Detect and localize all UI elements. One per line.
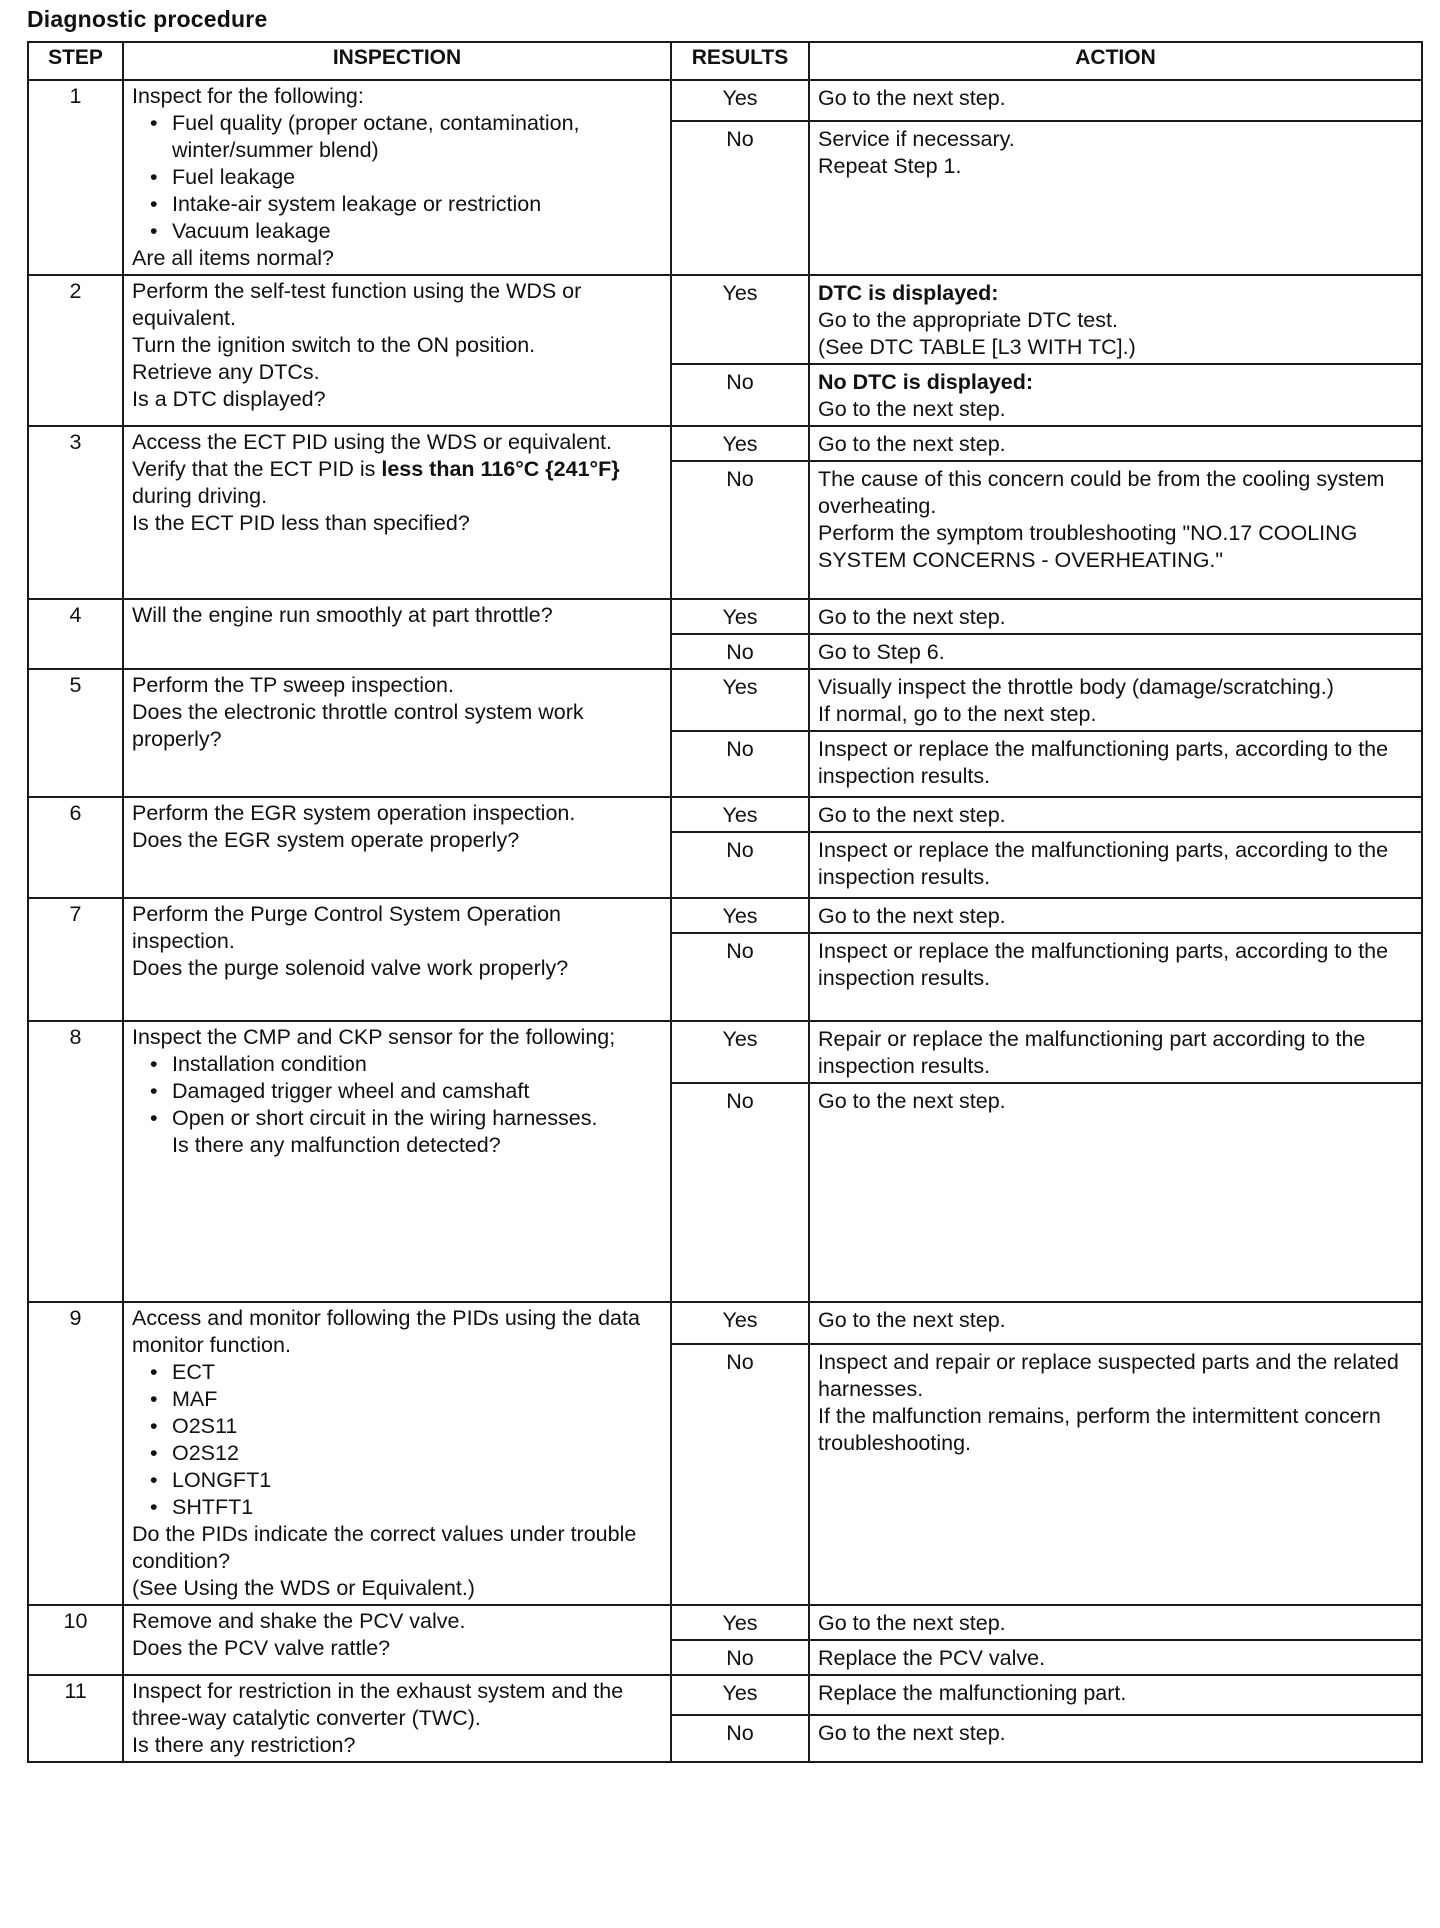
inspection-bullet: • Open or short circuit in the wiring harnesses. [146, 1105, 662, 1132]
inspection-line: Turn the ignition switch to the ON position. [132, 333, 536, 357]
result-yes: Yes [671, 275, 809, 364]
inspection-line: Access and monitor following the PIDs using the data monitor function. [132, 1306, 640, 1357]
result-no: No [671, 832, 809, 898]
inspection-line: Inspect the CMP and CKP sensor for the following; [132, 1025, 616, 1049]
action-line: If normal, go to the next step. [818, 702, 1097, 726]
action-line: Perform the symptom troubleshooting "NO.17 COOLING SYSTEM CONCERNS - OVERHEATING." [818, 521, 1358, 572]
action-line: Go to the next step. [818, 1721, 1006, 1746]
action-line: Go to the next step. [818, 86, 1006, 110]
action-yes [809, 797, 1422, 832]
action-line: Inspect and repair or replace suspected parts and the related harnesses. [818, 1350, 1399, 1402]
action-yes [809, 275, 1422, 364]
inspection-line: Does the purge solenoid valve work properly? [132, 956, 569, 980]
table-body [28, 80, 1422, 1762]
action-line: Inspect or replace the malfunctioning parts, according to the inspection results. [818, 838, 1389, 889]
action-no [809, 1715, 1422, 1762]
step-number: 11 [28, 1675, 123, 1762]
table-row [28, 1675, 1422, 1715]
action-line: (See DTC TABLE [L3 WITH TC].) [818, 335, 1136, 359]
result-yes: Yes [671, 80, 809, 121]
step-number: 9 [28, 1302, 123, 1605]
inspection-line: Access the ECT PID using the WDS or equivalent. [132, 430, 612, 454]
action-line: If the malfunction remains, perform the intermittent concern troubleshooting. [818, 1404, 1381, 1456]
action-yes [809, 1302, 1422, 1344]
table-row [28, 80, 1422, 121]
inspection-bullet: • Damaged trigger wheel and camshaft [146, 1078, 662, 1105]
inspection-bullet: • Fuel quality (proper octane, contamination, winter/summer blend) [146, 110, 662, 164]
inspection-bullet: • LONGFT1 [146, 1467, 662, 1494]
step-number: 4 [28, 599, 123, 669]
inspection-cell [123, 1302, 671, 1605]
header-inspection: INSPECTION [123, 42, 671, 80]
action-yes [809, 1021, 1422, 1083]
inspection-line: Inspect for the following: [132, 84, 364, 108]
action-no [809, 1083, 1422, 1302]
action-line: Go to the next step. [818, 1308, 1006, 1332]
action-heading: No DTC is displayed: [818, 370, 1034, 394]
step-number: 2 [28, 275, 123, 426]
inspection-cell [123, 1675, 671, 1762]
inspection-line [132, 456, 662, 510]
action-yes [809, 1605, 1422, 1640]
action-no [809, 634, 1422, 669]
result-no: No [671, 933, 809, 1021]
inspection-line: Does the PCV valve rattle? [132, 1636, 391, 1660]
inspection-cell [123, 1021, 671, 1302]
result-yes: Yes [671, 898, 809, 933]
inspection-line: Will the engine run smoothly at part throttle? [132, 603, 553, 627]
inspection-line: Does the electronic throttle control system work properly? [132, 700, 584, 751]
spec-value: less than 116°C {241°F} [381, 457, 620, 481]
inspection-bullet: • Installation condition [146, 1051, 662, 1078]
inspection-line: Perform the TP sweep inspection. [132, 673, 454, 697]
inspection-bullet-list [132, 110, 662, 245]
inspection-cell [123, 898, 671, 1021]
step-number: 6 [28, 797, 123, 898]
inspection-text: during driving. [132, 484, 268, 508]
action-no [809, 731, 1422, 797]
page-title: Diagnostic procedure [27, 6, 268, 32]
action-line: Repair or replace the malfunctioning part according to the inspection results. [818, 1027, 1366, 1078]
result-no: No [671, 634, 809, 669]
result-yes: Yes [671, 599, 809, 634]
inspection-line: Perform the self-test function using the WDS or equivalent. [132, 279, 582, 330]
inspection-line: Remove and shake the PCV valve. [132, 1609, 466, 1633]
action-yes [809, 80, 1422, 121]
action-heading: DTC is displayed: [818, 281, 999, 305]
action-line: Replace the PCV valve. [818, 1646, 1046, 1670]
action-line: Go to the next step. [818, 1089, 1006, 1113]
inspection-question: Is the ECT PID less than specified? [132, 511, 470, 535]
step-number: 5 [28, 669, 123, 797]
table-row [28, 669, 1422, 731]
inspection-line: Does the EGR system operate properly? [132, 828, 520, 852]
result-yes: Yes [671, 797, 809, 832]
result-yes: Yes [671, 1302, 809, 1344]
inspection-bullet: • Intake-air system leakage or restriction [146, 191, 662, 218]
step-number: 7 [28, 898, 123, 1021]
result-yes: Yes [671, 1675, 809, 1715]
inspection-bullet: • O2S12 [146, 1440, 662, 1467]
action-line: Visually inspect the throttle body (damage/scratching.) [818, 675, 1334, 699]
action-line: Go to the next step. [818, 904, 1006, 928]
result-no: No [671, 731, 809, 797]
table-row [28, 1302, 1422, 1344]
action-no [809, 121, 1422, 275]
action-no [809, 933, 1422, 1021]
action-no [809, 461, 1422, 599]
action-line: Go to the appropriate DTC test. [818, 308, 1118, 332]
action-line: Replace the malfunctioning part. [818, 1681, 1127, 1705]
inspection-question: Is there any malfunction detected? [172, 1133, 501, 1157]
inspection-line: Is there any restriction? [132, 1733, 356, 1757]
table-row [28, 797, 1422, 832]
action-line: Go to the next step. [818, 397, 1006, 421]
header-action: ACTION [809, 42, 1422, 80]
action-yes [809, 426, 1422, 461]
inspection-line: (See Using the WDS or Equivalent.) [132, 1576, 475, 1600]
result-no: No [671, 461, 809, 599]
result-no: No [671, 364, 809, 426]
table-row [28, 426, 1422, 461]
inspection-bullet: • O2S11 [146, 1413, 662, 1440]
action-line: Go to Step 6. [818, 640, 945, 664]
result-no: No [671, 121, 809, 275]
result-yes: Yes [671, 1605, 809, 1640]
table-row [28, 275, 1422, 364]
diagnostic-table [27, 41, 1423, 1763]
action-yes [809, 599, 1422, 634]
inspection-cell [123, 797, 671, 898]
result-no: No [671, 1344, 809, 1605]
result-yes: Yes [671, 1021, 809, 1083]
inspection-bullet: • Vacuum leakage [146, 218, 662, 245]
action-line: Go to the next step. [818, 803, 1006, 827]
inspection-cell [123, 1605, 671, 1675]
inspection-line: Do the PIDs indicate the correct values under trouble condition? [132, 1522, 637, 1573]
inspection-bullet: • MAF [146, 1386, 662, 1413]
action-line: Go to the next step. [818, 1611, 1006, 1635]
inspection-line: Is a DTC displayed? [132, 387, 326, 411]
table-row [28, 1605, 1422, 1640]
inspection-line: Inspect for restriction in the exhaust system and the three-way catalytic converter (TWC). [132, 1679, 624, 1730]
action-line: The cause of this concern could be from the cooling system overheating. [818, 467, 1385, 518]
inspection-cell [123, 426, 671, 599]
result-yes: Yes [671, 669, 809, 731]
header-step: STEP [28, 42, 123, 80]
action-line: Service if necessary. [818, 126, 1015, 151]
step-number: 3 [28, 426, 123, 599]
action-line: Go to the next step. [818, 432, 1006, 456]
inspection-line: Perform the Purge Control System Operation inspection. [132, 902, 561, 953]
inspection-bullet: • Fuel leakage [146, 164, 662, 191]
inspection-cell [123, 80, 671, 275]
step-number: 1 [28, 80, 123, 275]
result-no: No [671, 1715, 809, 1762]
header-row [28, 42, 1422, 80]
action-yes [809, 898, 1422, 933]
action-line: Inspect or replace the malfunctioning parts, according to the inspection results. [818, 939, 1389, 990]
inspection-bullet: • SHTFT1 [146, 1494, 662, 1521]
inspection-cell [123, 669, 671, 797]
action-no [809, 364, 1422, 426]
result-yes: Yes [671, 426, 809, 461]
table-row [28, 898, 1422, 933]
action-line: Go to the next step. [818, 605, 1006, 629]
inspection-text: Verify that the ECT PID is [132, 457, 382, 481]
step-number: 8 [28, 1021, 123, 1302]
inspection-bullet: • ECT [146, 1359, 662, 1386]
inspection-line: Perform the EGR system operation inspection. [132, 801, 576, 825]
inspection-line: Are all items normal? [132, 246, 334, 270]
inspection-bullet-list [132, 1051, 662, 1159]
action-no [809, 1344, 1422, 1605]
action-yes [809, 669, 1422, 731]
header-results: RESULTS [671, 42, 809, 80]
action-yes [809, 1675, 1422, 1715]
inspection-cell [123, 275, 671, 426]
action-no [809, 1640, 1422, 1675]
step-number: 10 [28, 1605, 123, 1675]
action-line: Repeat Step 1. [818, 153, 962, 178]
result-no: No [671, 1083, 809, 1302]
table-row [28, 599, 1422, 634]
inspection-cell [123, 599, 671, 669]
action-line: Inspect or replace the malfunctioning parts, according to the inspection results. [818, 737, 1389, 788]
inspection-line: Retrieve any DTCs. [132, 360, 320, 384]
result-no: No [671, 1640, 809, 1675]
action-no [809, 832, 1422, 898]
table-row [28, 1021, 1422, 1083]
inspection-bullet-list [132, 1359, 662, 1521]
